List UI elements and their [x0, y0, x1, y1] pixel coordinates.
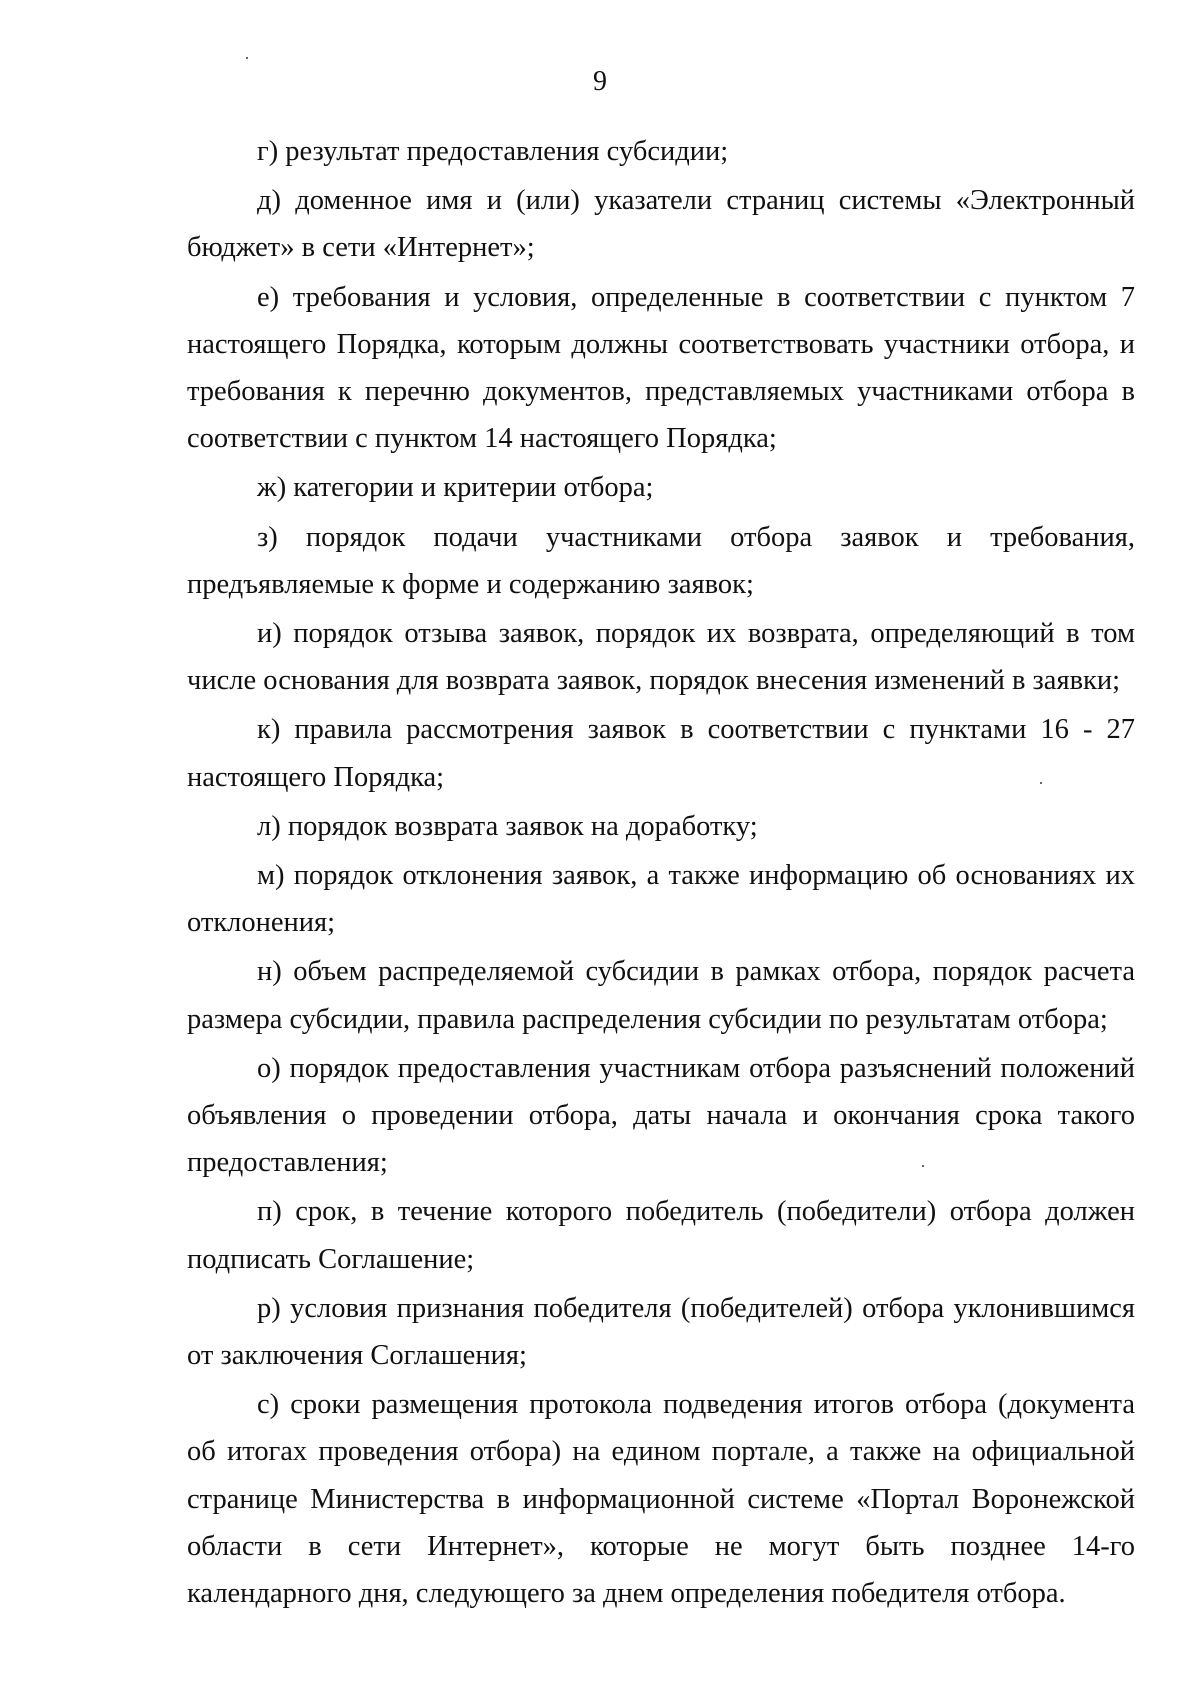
paragraph-s: с) сроки размещения протокола подведения итогов отбора (документа об итогах проведения отбора) на едином портале, а также на официальной странице Министерства в информационной системе «Портал Воронежской области в сети Интернет», которые не могут быть позднее 14-го календарного дня, следующего за днем определения победителя отбора.	[187, 1389, 1135, 1610]
paragraph-p: п) срок, в течение которого победитель (победители) отбора должен подписать Соглашение;	[187, 1196, 1135, 1275]
paragraph-d: д) доменное имя и (или) указатели страниц системы «Электронный бюджет» в сети «Интернет»;	[187, 185, 1135, 264]
paragraph-r: р) условия признания победителя (победителей) отбора уклонившимся от заключения Соглашения;	[187, 1292, 1135, 1372]
page-number: 9	[593, 66, 607, 97]
paragraph-l: л) порядок возврата заявок на доработку;	[257, 810, 758, 842]
paragraph-i: и) порядок отзыва заявок, порядок их возврата, определяющий в том числе основания для возврата заявок, порядок внесения изменений в заявки;	[187, 618, 1135, 697]
scan-speck	[246, 57, 248, 59]
paragraph-n: н) объем распределяемой субсидии в рамках отбора, порядок расчета размера субсидии, правила распределения субсидии по результатам отбора;	[187, 956, 1135, 1035]
paragraph-zh: ж) категории и критерии отбора;	[257, 472, 654, 504]
paragraph-o: о) порядок предоставления участникам отбора разъяснений положений объявления о проведении отбора, даты начала и окончания срока такого предоставления;	[187, 1052, 1135, 1179]
paragraph-k: к) правила рассмотрения заявок в соответствии с пунктами 16 - 27 настоящего Порядка;	[187, 714, 1135, 793]
document-body	[187, 128, 1135, 1619]
paragraph-m: м) порядок отклонения заявок, а также информацию об основаниях их отклонения;	[187, 860, 1135, 939]
paragraph-g: г) результат предоставления субсидии;	[257, 136, 729, 167]
paragraph-z: з) порядок подачи участниками отбора заявок и требования, предъявляемые к форме и содержанию заявок;	[187, 521, 1135, 600]
paragraph-e: е) требования и условия, определенные в соответствии с пунктом 7 настоящего Порядка, которым должны соответствовать участники отбора, и требования к перечню документов, представляемых участниками отбора в соответствии с пунктом 14 настоящего Порядка;	[187, 281, 1135, 455]
